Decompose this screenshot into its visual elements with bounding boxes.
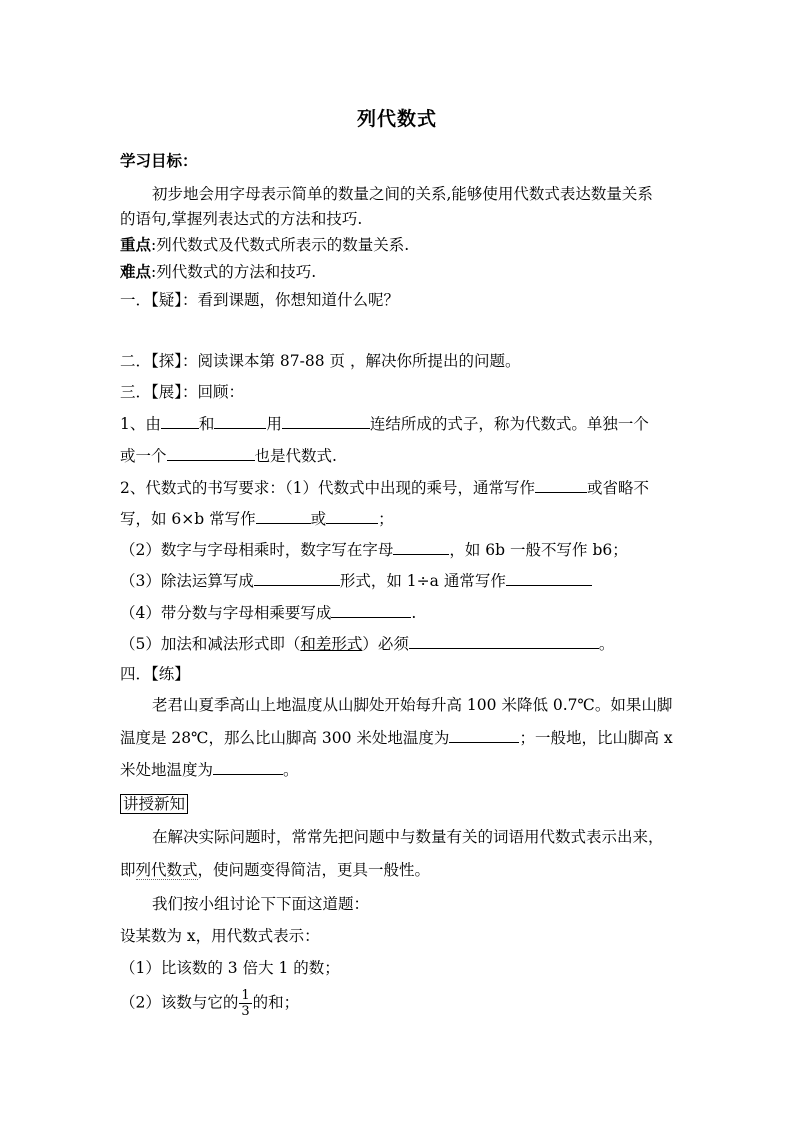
rule-3-line: （3）除法运算写成 形式，如 1÷a 通常写作 bbox=[120, 570, 592, 591]
objectives-line-1: 初步地会用字母表示简单的数量之间的关系,能够使用代数式表达数量关系 bbox=[152, 185, 653, 203]
exercise-line-3: 米处地温度为 。 bbox=[120, 761, 299, 779]
fraction bbox=[239, 988, 251, 1019]
exercise-line-1: 老君山夏季高山上地温度从山脚处开始每升高 100 米降低 0.7℃。如果山脚 bbox=[152, 696, 673, 714]
blank-field[interactable] bbox=[282, 413, 370, 429]
section-show: 三．【展】：回顾： bbox=[120, 383, 245, 401]
blank-field[interactable] bbox=[254, 570, 340, 586]
blank-field[interactable] bbox=[326, 508, 378, 524]
rule-2-line: （2）数字与字母相乘时，数字写在字母 ，如 6b 一般不写作 b6； bbox=[120, 541, 628, 559]
blank-field[interactable] bbox=[506, 570, 592, 586]
paragraph-2: 我们按小组讨论下下面这道题： bbox=[152, 895, 370, 913]
paragraph-3: 设某数为 x，用代数式表示： bbox=[120, 927, 320, 945]
blank-field[interactable] bbox=[213, 759, 283, 775]
key-point-label: 重点 bbox=[120, 235, 152, 254]
fraction-denominator: 3 bbox=[241, 1004, 250, 1019]
objectives-heading: 学习目标： bbox=[120, 151, 198, 170]
question-2-line-1: 2、代数式的书写要求：（1）代数式中出现的乘号，通常写作 或省略不 bbox=[120, 479, 649, 497]
section-explore: 二．【探】：阅读课本第 87-88 页 ，解决你所提出的问题。 bbox=[120, 352, 521, 370]
difficulty-label: 难点 bbox=[120, 262, 152, 281]
page-title: 列代数式 bbox=[356, 108, 437, 130]
objectives-line-2: 的语句,掌握列表达式的方法和技巧. bbox=[120, 210, 363, 228]
difficulty-line bbox=[120, 262, 316, 282]
key-point-line bbox=[120, 235, 409, 255]
difficulty-text: :列代数式的方法和技巧. bbox=[151, 263, 317, 281]
underlined-term: 和差形式 bbox=[300, 635, 363, 653]
fraction-numerator: 1 bbox=[241, 988, 250, 1003]
blank-field[interactable] bbox=[256, 508, 311, 524]
problem-item-1: （1）比该数的 3 倍大 1 的数； bbox=[120, 959, 340, 977]
blank-field[interactable] bbox=[535, 477, 587, 493]
term-highlight: 列代数式 bbox=[135, 861, 198, 879]
blank-field[interactable] bbox=[449, 727, 519, 743]
new-knowledge-line bbox=[120, 794, 188, 814]
problem-item-2: （2）该数与它的 $\frac{1}{3}$ 的和； bbox=[120, 988, 300, 1019]
paragraph-1-line-2: 即列代数式，使问题变得简洁，更具一般性。 bbox=[120, 861, 431, 879]
section-practice: 四．【练】 bbox=[120, 665, 190, 683]
new-knowledge-heading: 讲授新知 bbox=[120, 794, 188, 814]
paragraph-1-line-1: 在解决实际问题时，常常先把问题中与数量有关的词语用代数式表示出来， bbox=[152, 828, 664, 846]
question-1-line-1: 1、由 和 用 连结所成的式子，称为代数式。单独一个 bbox=[120, 415, 649, 433]
rule-4-line: （4）带分数与字母相乘要写成 . bbox=[120, 604, 417, 622]
exercise-line-2: 温度是 28℃，那么比山脚高 300 米处地温度为 ；一般地，比山脚高 x bbox=[120, 729, 673, 747]
question-2-line-2: 写，如 6×b 常写作 或 ； bbox=[120, 510, 394, 528]
blank-field[interactable] bbox=[393, 539, 449, 555]
blank-field[interactable] bbox=[214, 413, 266, 429]
key-point-text: :列代数式及代数式所表示的数量关系. bbox=[151, 236, 410, 254]
blank-field[interactable] bbox=[409, 633, 599, 649]
blank-field[interactable] bbox=[167, 445, 255, 461]
blank-field[interactable] bbox=[331, 602, 411, 618]
rule-5-line: （5）加法和减法形式即（和差形式）必须 。 bbox=[120, 635, 615, 653]
question-1-line-2: 或一个 也是代数式. bbox=[120, 447, 337, 465]
blank-field[interactable] bbox=[161, 413, 199, 429]
section-question: 一．【疑】：看到课题，你想知道什么呢？ bbox=[120, 291, 400, 309]
